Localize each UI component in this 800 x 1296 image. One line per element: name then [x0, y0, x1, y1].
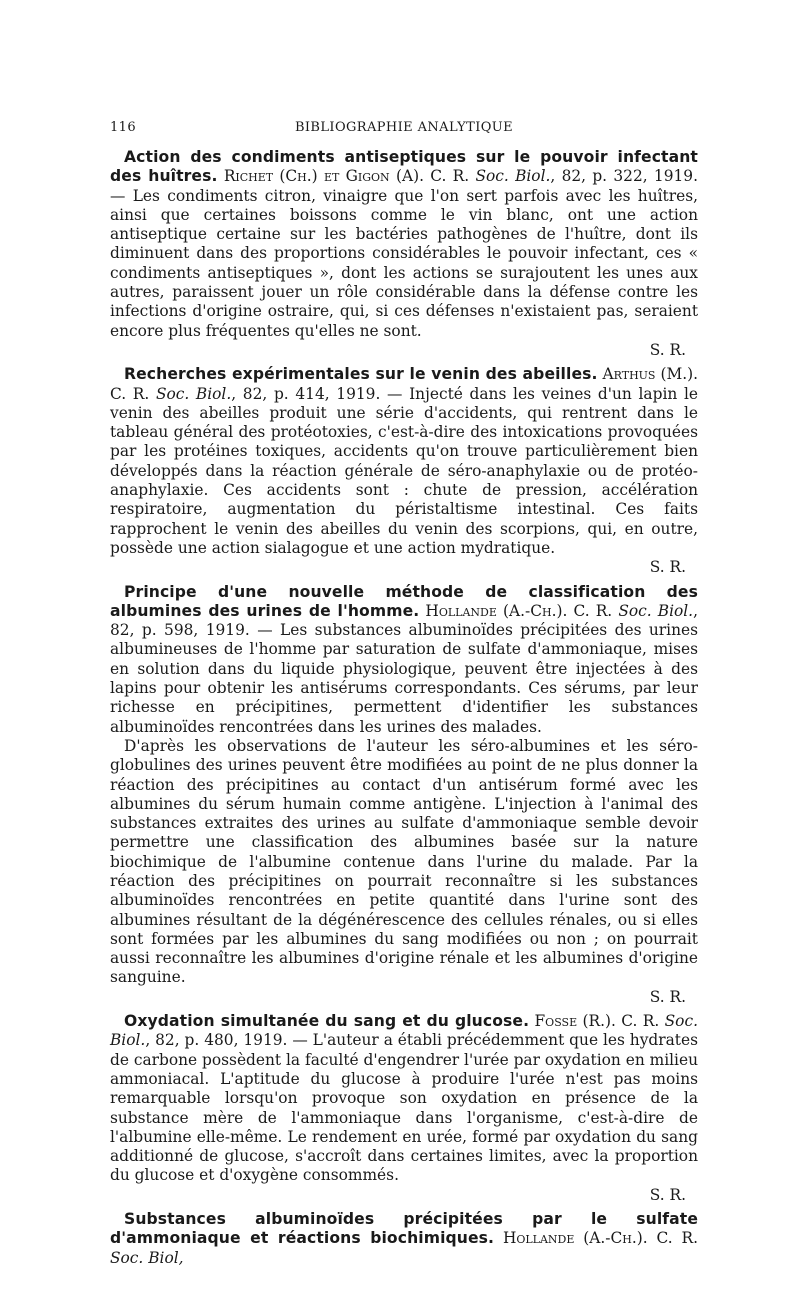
bibliography-entry	[110, 148, 698, 360]
entry-authors: Arthus (M.).	[602, 365, 698, 384]
entry-paragraph: Les substances albuminoïdes précipitées des urines albumineuses de l'homme par saturation de sulfate d'ammoniaque, mises en solution dans du liquide physiologique, peuvent être injectées à des lapins pour obtenir les antisérums correspondants. Ces sérums, par leur richesse en précipitines, permettent d'identifier les substances albuminoïdes rencontrées dans les urines des malades.	[110, 621, 698, 736]
entry-signature: S. R.	[649, 558, 686, 577]
entry-journal: Soc. Biol.	[110, 1012, 698, 1050]
entry-authors: Hollande (A.-Ch.).	[425, 601, 568, 620]
entry-signature: S. R.	[649, 1185, 686, 1204]
entry-paragraph: Les condiments citron, vinaigre que l'on sert parfois avec les huîtres, ainsi que certaines boissons comme le vin blanc, ont une action antiseptique certaine sur les bactéries pathogènes de l'huître, dont ils diminuent dans des proportions considérables le pouvoir infectant, ces « condiments antiseptiques », dont les actions se surajoutent les unes aux autres, paraissent jouer un rôle considérable dans la défense contre les infections d'origine ostraire, qui, si ces défenses n'existaient pas, seraient encore plus fréquentes qu'elles ne sont.	[110, 186, 698, 340]
entry-title: Oxydation simultanée du sang et du glucose.	[124, 1012, 530, 1031]
entry-authors: Fosse (R.).	[534, 1012, 616, 1031]
entry-journal: Soc. Biol.	[155, 384, 232, 403]
entry-paragraph: Injecté dans les veines d'un lapin le venin des abeilles produit une série d'accidents, qui rentrent dans le tableau général des protéotoxies, c'est-à-dire des intoxications provoquées par les protéines toxiques, accidents qu'on trouve particulièrement bien développés dans la réaction générale de séro-anaphylaxie ou de protéo-anaphylaxie. Ces accidents sont : chute de pression, accélération respiratoire, augmentation du péristaltisme intestinal. Ces faits rapprochent le venin des abeilles du venin des scorpions, qui, en outre, possède une action sialagogue et une action mydratique.	[110, 384, 698, 557]
entry-authors: Hollande (A.-Ch.).	[502, 1229, 648, 1248]
entry-reference: , 82, p. 414, 1919. —	[231, 384, 403, 403]
page-header	[110, 120, 698, 142]
entry-journal-prefix: C. R.	[621, 1012, 660, 1031]
entry-paragraph: D'après les observations de l'auteur les séro-albumines et les séro-globulines des urines peuvent être modifiées au point de ne plus donner la réaction des précipitines au contact d'un antisérum formé avec les albumines du sérum humain comme antigène. L'injection à l'animal des substances extraites des urines au sulfate d'ammoniaque semble devoir permettre une classification des albumines basée sur la nature biochimique de l'albumine contenue dans l'urine du malade. Par la réaction des précipitines on pourrait reconnaître si les substances albuminoïdes rencontrées en petite quantité dans l'urine sont des albumines résultant de la dégénérescence des cellules rénales, ou si elles sont formées par les albumines du sang modifiées ou non ; on pourrait aussi reconnaître les albumines d'origine rénale et les albumines d'origine sanguine.	[110, 736, 698, 987]
entry-paragraph: L'auteur a établi précédemment que les hydrates de carbone possèdent la faculté d'engendrer l'urée par oxydation en milieu ammoniacal. L'aptitude du glucose à produire l'urée n'est pas moins remarquable lorsqu'on provoque son oxydation en présence de la substance mère de l'ammoniaque dans l'organisme, c'est-à-dire de l'albumine elle-même. Le rendement en urée, formé par oxydation du sang additionné de glucose, s'accroît dans certaines limites, avec la proportion du glucose et d'oxygène consommés.	[110, 1031, 699, 1185]
bibliography-entry	[110, 365, 698, 577]
entry-journal-prefix: C. R.	[573, 601, 613, 620]
entry-title: Action des condiments antiseptiques sur le pouvoir infectant des huîtres.	[110, 148, 698, 186]
running-title: BIBLIOGRAPHIE ANALYTIQUE	[294, 120, 514, 135]
entry-title: Substances albuminoïdes précipitées par le sulfate d'ammoniaque et réactions biochimiques.	[110, 1210, 698, 1248]
page-number: 116	[110, 120, 137, 135]
entry-journal: Soc. Biol,	[110, 1248, 184, 1267]
entry-journal: Soc. Biol.	[475, 167, 551, 186]
entry-journal-prefix: C. R.	[430, 167, 470, 186]
bibliography-body	[110, 148, 698, 1268]
bibliography-entry	[110, 1210, 698, 1268]
entry-signature: S. R.	[649, 340, 686, 359]
entry-journal-prefix: C. R.	[110, 384, 150, 403]
entry-reference: , 82, p. 598, 1919. —	[110, 601, 698, 640]
bibliography-entry	[110, 583, 698, 1008]
entry-journal-prefix: C. R.	[656, 1229, 698, 1248]
entry-title: Recherches expérimentales sur le venin des abeilles.	[124, 365, 598, 384]
entry-authors: Richet (Ch.) et Gigon (A).	[223, 167, 424, 186]
entry-title: Principe d'une nouvelle méthode de classification des albumines des urines de l'homme.	[110, 582, 698, 620]
bibliography-entry	[110, 1012, 698, 1205]
entry-reference: , 82, p. 480, 1919. —	[145, 1031, 308, 1050]
entry-journal: Soc. Biol.	[618, 601, 694, 620]
entry-signature: S. R.	[649, 987, 686, 1006]
entry-reference: , 82, p. 322, 1919. —	[110, 167, 698, 205]
